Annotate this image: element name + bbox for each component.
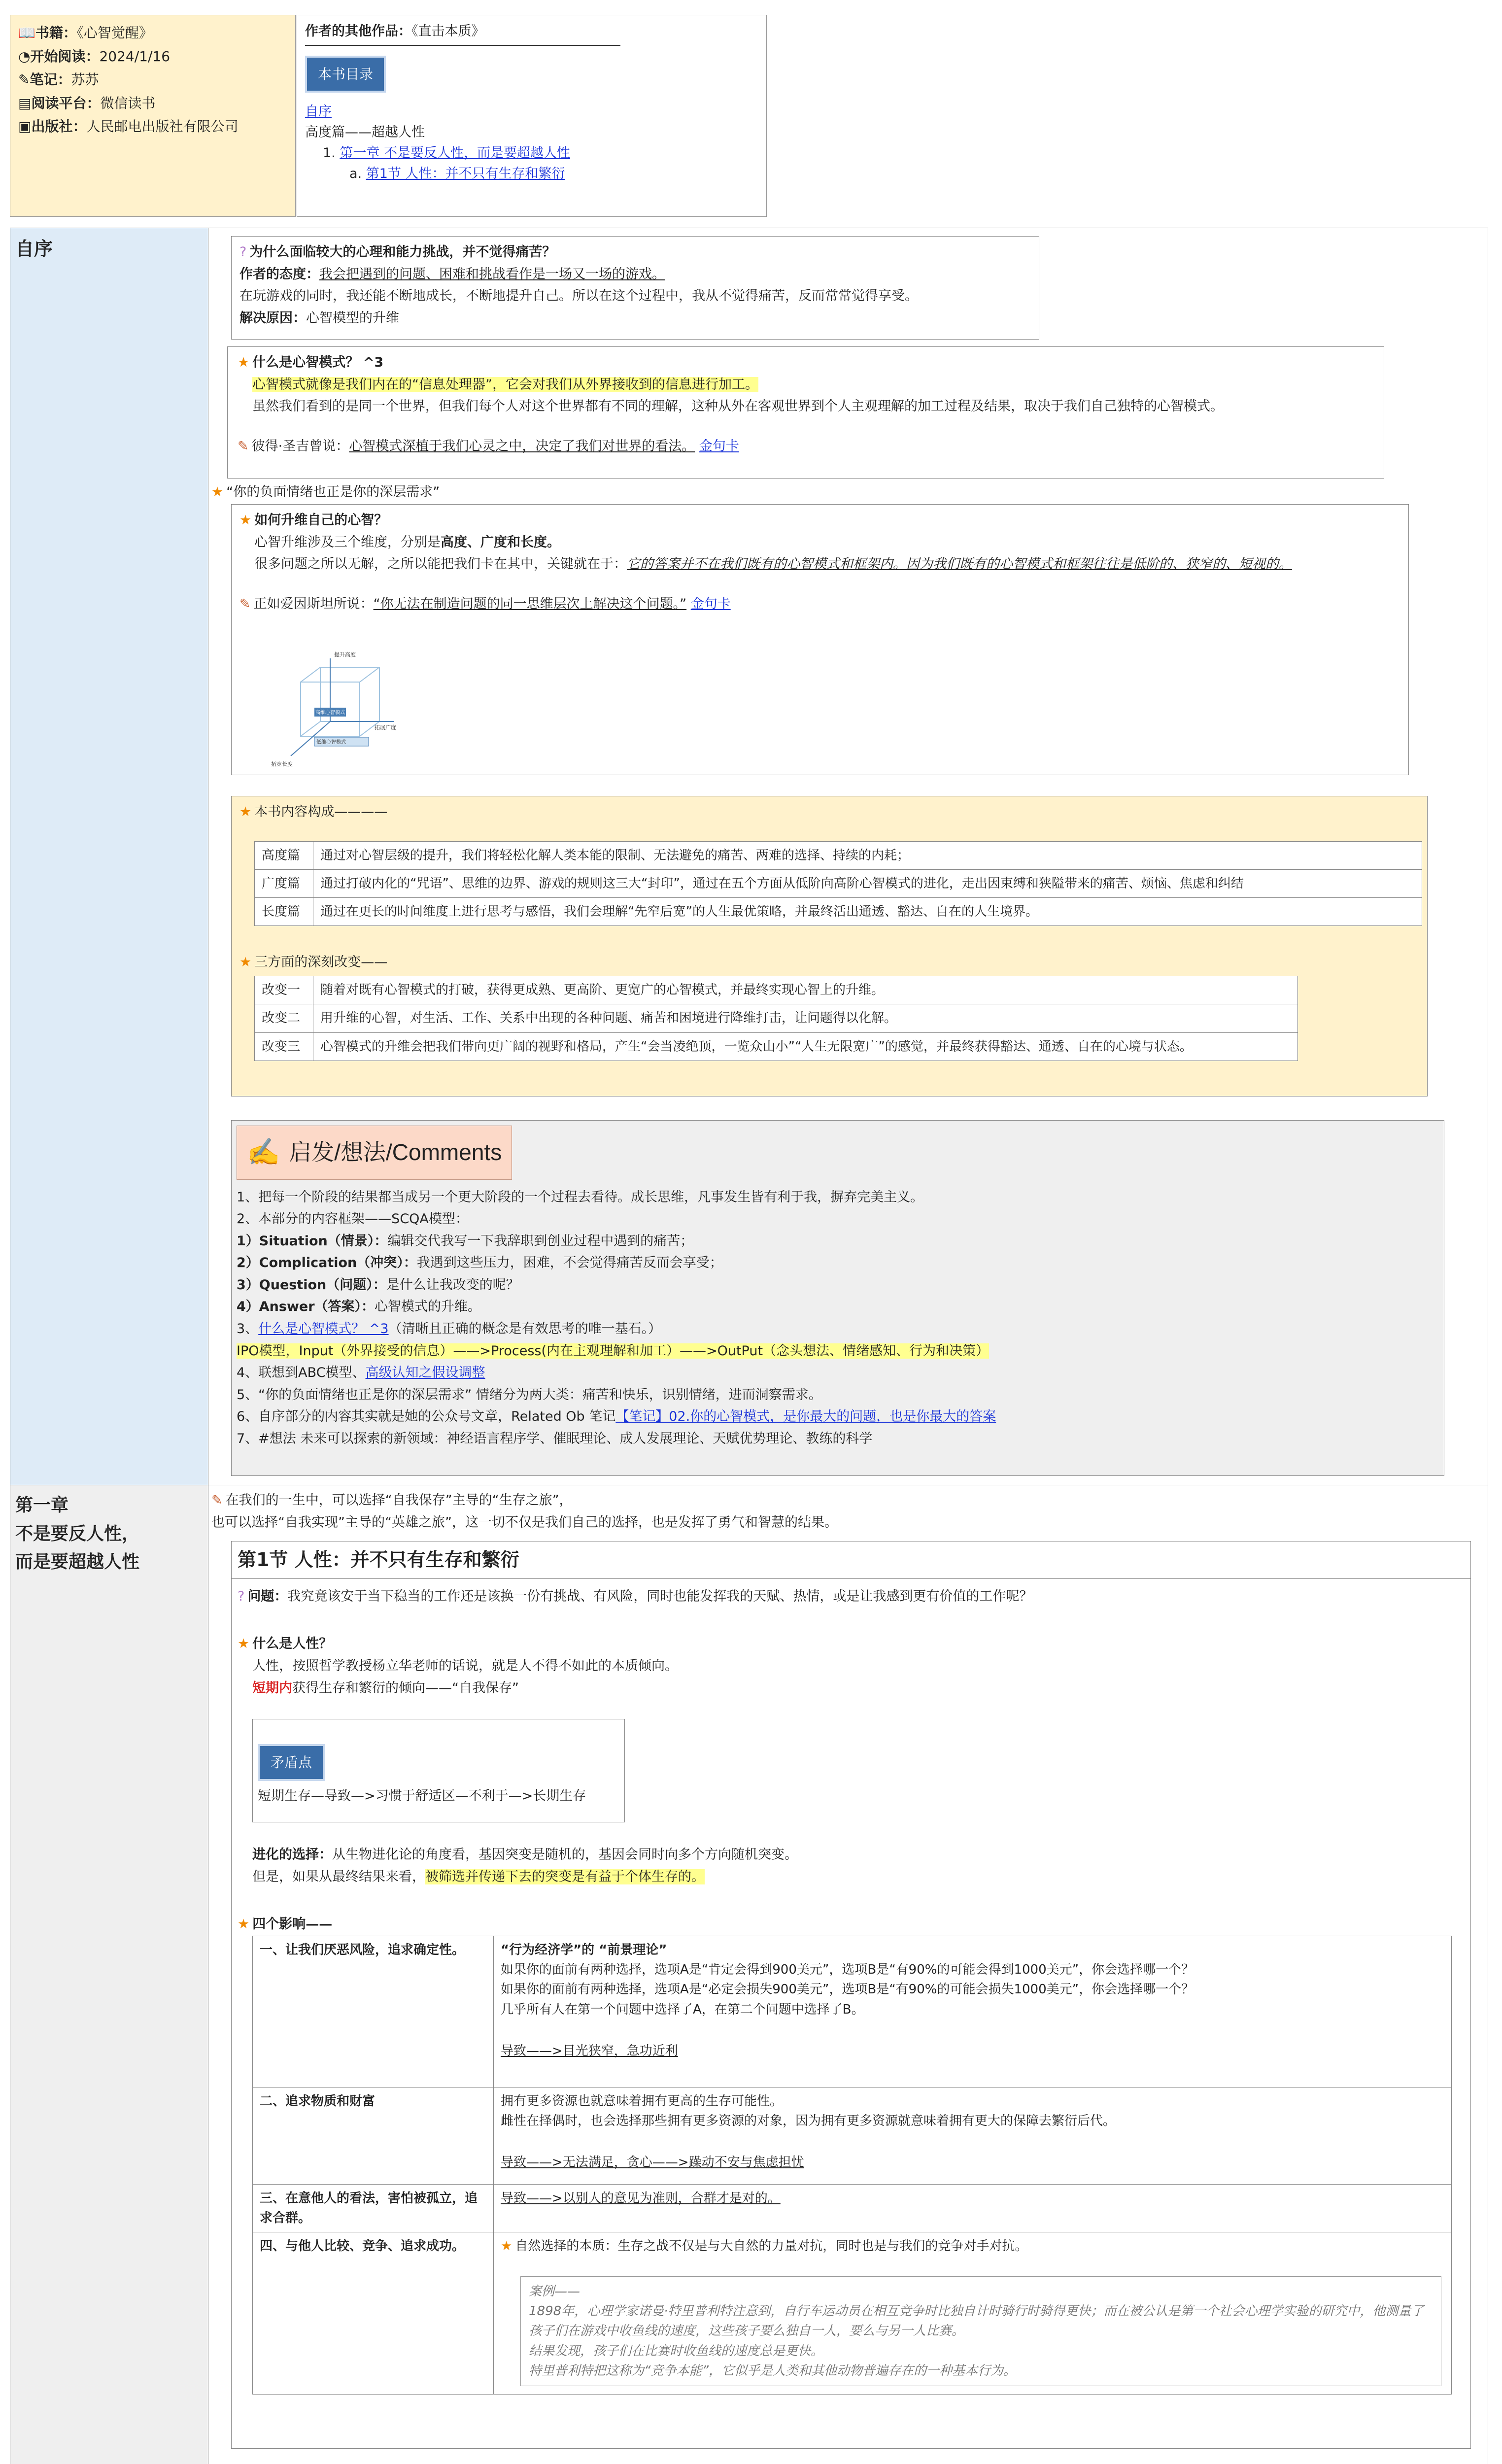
meta-notes: ✎笔记：苏苏 [18, 71, 99, 88]
toc-button[interactable]: 本书目录 [305, 56, 386, 93]
preface-title: 自序 [15, 238, 53, 260]
q1-box: ? 为什么面临较大的心理和能力挑战，并不觉得痛苦？ 作者的态度：我会把遇到的问题、困难和挑战看作是一场又一场的游戏。 在玩游戏的同时，我还能不断地成长，不断地提升自己。所以在这个过程中，我从不觉得痛苦，反而常常觉得享受。 解决原因：心智模型的升维 [231, 236, 1039, 340]
need-line: ★ “你的负面情绪也正是你的深层需求” [211, 484, 440, 500]
diagram-label-high: 高维心智模式 [315, 710, 345, 716]
toc-link-preface[interactable]: 自序 [305, 104, 332, 120]
chapter1-left: 第一章 不是要反人性， 而是要超越人性 [10, 1485, 208, 2464]
star-icon: ★ [238, 355, 250, 370]
table-row: 改变一 随着对既有心智模式的打破，获得更成熟、更高阶、更宽广的心智模式，并最终实现心智上的升维。 [255, 976, 1298, 1004]
star-icon: ★ [238, 1636, 250, 1652]
book-icon: 📖 [18, 25, 35, 41]
star-icon: ★ [238, 1916, 250, 1932]
toc-chapter1: 1. 第一章 不是要反人性，而是要超越人性 [323, 145, 570, 161]
toc-link-section1[interactable]: 第1节 人性：并不只有生存和繁衍 [366, 166, 565, 181]
chapter1-title: 第一章 [15, 1495, 69, 1515]
mental-model-link[interactable]: 什么是心智模式？ ^3 [258, 1321, 389, 1336]
star-icon: ★ [239, 513, 252, 528]
diagram-label-up: 提升高度 [334, 651, 356, 658]
quote-card-link[interactable]: 金句卡 [690, 596, 731, 612]
pencil-icon: ✎ [211, 1493, 223, 1508]
table-row: 改变二 用升维的心智，对生活、工作、关系中出现的各种问题、痛苦和困境进行降维打击，让问题得以化解。 [255, 1004, 1298, 1032]
diagram-label-low: 低维心智模式 [316, 740, 346, 745]
header [10, 15, 1005, 222]
star-icon: ★ [239, 804, 252, 820]
table-row: 二、追求物质和财富 拥有更多资源也就意味着拥有更高的生存可能性。 雌性在择偶时，也会选择那些拥有更多资源的对象，因为拥有更多资源就意味着拥有更大的保障去繁衍后代。 导致——>无法满足，贪心——>躁动不安与焦虑担忧 [253, 2087, 1452, 2184]
question-icon: ? [238, 1588, 245, 1604]
meta-platform: ▤阅读平台：微信读书 [18, 95, 156, 111]
table-row: 四、与他人比较、竞争、追求成功。 ★ 自然选择的本质：生存之战不仅是与大自然的力量对抗，同时也是与我们的竞争对手对抗。 案例—— 1898年，心理学家诺曼·特里普利特注意到，自行车运动员在相互竞争时比独自计时骑行时骑得更快；而在被公认是第一个社会心理学实验的研究中，他测量了孩子们在游戏中收鱼线的速度，这些孩子要么独自一人，要么与另一人比赛。 结果发现，孩子们在比赛时收鱼线的速度总是更快。 特里普利特把这称为“竞争本能”，它似乎是人类和其他动物普遍存在的一种基本行为。 [253, 2232, 1452, 2395]
other-works-panel [297, 15, 767, 217]
contradiction-button[interactable]: 矛盾点 [258, 1744, 325, 1781]
star-icon: ★ [211, 484, 224, 500]
meta-publisher: ▣出版社：人民邮电出版社有限公司 [18, 118, 239, 135]
contradiction-box: 矛盾点 短期生存—导致—>习惯于舒适区—不利于—>长期生存 [252, 1719, 625, 1822]
pencil-icon: ✎ [239, 596, 251, 612]
reader-icon: ▤ [18, 95, 32, 111]
toc-link-chapter1[interactable]: 第一章 不是要反人性，而是要超越人性 [340, 145, 570, 161]
table-row: 改变三 心智模式的升维会把我们带向更广阔的视野和格局，产生“会当凌绝顶，一览众山小”“人生无限宽广”的感觉，并最终获得豁达、通透、自在的心境与状态。 [255, 1032, 1298, 1061]
comments-title: ✍ 启发/想法/Comments [237, 1126, 512, 1180]
preface-left [10, 228, 208, 1485]
q2-box: ★ 什么是心智模式？ ^3 心智模式就像是我们内在的“信息处理器”，它会对我们从外界接收到的信息进行加工。 虽然我们看到的是同一个世界，但我们每个人对这个世界都有不同的理解，这种从外在客观世界到个人主观理解的加工过程及结果，取决于我们自己独特的心智模式。 ✎ 彼得·圣吉曾说：心智模式深植于我们心灵之中，决定了我们对世界的看法。 金句卡 [227, 346, 1384, 479]
diagram-label-right: 拓展广度 [375, 724, 396, 731]
case-box: 案例—— 1898年，心理学家诺曼·特里普利特注意到，自行车运动员在相互竞争时比独自计时骑行时骑得更快；而在被公认是第一个社会心理学实验的研究中，他测量了孩子们在游戏中收鱼线的速度，这些孩子要么独自一人，要么与另一人比赛。 结果发现，孩子们在比赛时收鱼线的速度总是更快。 特里普利特把这称为“竞争本能”，它似乎是人类和其他动物普遍存在的一种基本行为。 [520, 2276, 1441, 2386]
assumption-link[interactable]: 高级认知之假设调整 [365, 1365, 485, 1381]
section1-box: 第1节 人性：并不只有生存和繁衍 ? 问题：我究竟该安于当下稳当的工作还是该换一份有挑战、有风险，同时也能发挥我的天赋、热情，或是让我感到更有价值的工作呢？ ★ 什么是人性？ 人性，按照哲学教授杨立华老师的话说，就是人不得不如此的本质倾向。 短期内获得生存和繁衍的倾向——“自我保存” 矛盾点 短期生存—导致—>习惯于舒适区—不利于—>长期生存 进化的选择：从生物进化论的角度看，基因突变是随机的，基因会同时向多个方向随机突变。 但是，如果从最终结果来看，被筛选并传递下去的突变是有益于个体生存的。 ★ 四个影响—— 一、让我们厌恶风险，追求确定性。 “行为经济学”的 “前景理论” 如果你的面前有两种选择，选项A是“肯定会得到900美元”，选项B是“有90%的可能会得到1000美元”，你会选择哪一个？ 如果你的面前有两种选择，选项A是“必定会损失900美元”，选项B是“有90%的可能会损失1000美元”，你会选择哪一个？ 几乎所有人在第一个问题中选择了A，在第二个问题中选择了B。 导致——>目光狭窄，急功近利 二、追求物质和财富 拥有更多资源也就意味着拥有更高的生存可能性。 雌性在择偶时，也会选择那些拥有更多资源的对象，因为拥有更多资源就意味着拥有更大的保障去繁衍后代。 导致——>无法满足，贪心——>躁动不安与焦虑担忧 三、在意他人的看法，害怕被孤立，追求合群。 导致——>以别人的意见为准则，合群才是对的。 四、与他人比较、竞争、追求成功。 ★ 自然选择的本质：生存之战不仅是与大自然的力量对抗，同时也是与我们的竞争对手对抗。 案例—— 1898年，心理学家诺曼·特里普利特注意到，自行车运动员在相互竞争时比独自计时骑行时骑得更快；而在被公认是第一个社会心理学实验的研究中，他测量了孩子们在游戏中收鱼线的速度，这些孩子要么独自一人，要么与另一人比赛。 结果发现，孩子们在比赛时收鱼线的速度总是更快。 特里普利特把这称为“竞争本能”，它似乎是人类和其他动物普遍存在的一种基本行为。 [231, 1541, 1471, 2449]
table-row: 高度篇 通过对心智层级的提升，我们将轻松化解人类本能的限制、无法避免的痛苦、两难的选择、持续的内耗； [255, 841, 1422, 869]
meta-book: 📖书籍：《心智觉醒》 [18, 25, 153, 41]
toc-section1: a. 第1节 人性：并不只有生存和繁衍 [349, 166, 565, 181]
table-row: 三、在意他人的看法，害怕被孤立，追求合群。 导致——>以别人的意见为准则，合群才是对的。 [253, 2184, 1452, 2232]
preface-comments: ✍ 启发/想法/Comments 1、把每一个阶段的结果都当成另一个更大阶段的一个过程去看待。成长思维，凡事发生皆有利于我，摒弃完美主义。 2、本部分的内容框架——SCQA模型： 1）Situation（情景）：编辑交代我写一下我辞职到创业过程中遇到的痛苦； 2）Complication（冲突）：我遇到这些压力，困难，不会觉得痛苦反而会享受； 3）Question（问题）：是什么让我改变的呢？ 4）Answer（答案）：心智模式的升维。 3、什么是心智模式？ ^3（清晰且正确的概念是有效思考的唯一基石。） IPO模型，Input（外界接受的信息）——>Process(内在主观理解和加工）——>OutPut（念头想法、情绪感知、行为和决策） 4、联想到ABC模型、高级认知之假设调整 5、“你的负面情绪也正是你的深层需求” 情绪分为两大类：痛苦和快乐，识别情绪，进而洞察需求。 6、自序部分的内容其实就是她的公众号文章，Related Ob 笔记【笔记】02.你的心智模式，是你最大的问题，也是你最大的答案 7、#想法 未来可以探索的新领域：神经语言程序学、催眠理论、成人发展理论、天赋优势理论、教练的科学 [231, 1120, 1444, 1476]
toc-part: 高度篇——超越人性 [305, 125, 425, 140]
chapter1-intro: ✎ 在我们的一生中，可以选择“自我保存”主导的“生存之旅”， 也可以选择“自我实现”主导的“英雄之旅”，这一切不仅是我们自己的选择，也是发挥了勇气和智慧的结果。 [211, 1493, 838, 1530]
star-icon: ★ [239, 955, 252, 970]
content-table [254, 841, 1422, 926]
changes-table [254, 976, 1298, 1061]
book-meta-panel [10, 15, 296, 217]
diagram-label-down: 拓宽长度 [271, 761, 293, 767]
pencil-icon: ✎ [18, 71, 30, 88]
table-row: 广度篇 通过打破内化的“咒语”、思维的边界、游戏的规则这三大“封印”，通过在五个方面从低阶向高阶心智模式的进化，走出因束缚和狭隘带来的痛苦、烦恼、焦虑和纠结 [255, 869, 1422, 897]
pencil-icon: ✎ [238, 438, 249, 454]
note-link[interactable]: 【笔记】02.你的心智模式，是你最大的问题，也是你最大的答案 [615, 1409, 996, 1425]
meta-start: ◔开始阅读：2024/1/16 [18, 48, 171, 65]
star-icon: ★ [501, 2239, 512, 2254]
effects-table [252, 1936, 1452, 2395]
q3-box: ★ 如何升维自己的心智？ 心智升维涉及三个维度，分别是高度、广度和长度。 很多问题之所以无解，之所以能把我们卡在其中，关键就在于：它的答案并不在我们既有的心智模式和框架内。因为我们既有的心智模式和框架往往是低阶的、狭窄的、短视的。 ✎ 正如爱因斯坦所说：“你无法在制造问题的同一思维层次上解决这个问题。” 金句卡 提升高度 拓展广度 拓宽长度 高维心智模式 低维心智模式 [231, 504, 1409, 775]
section1-title: 第1节 人性：并不只有生存和繁衍 [232, 1541, 1470, 1579]
table-row: 长度篇 通过在更长的时间维度上进行思考与感悟，我们会理解“先窄后宽”的人生最优策略，并最终活出通透、豁达、自在的人生境界。 [255, 898, 1422, 926]
pencil-icon: ✍ [247, 1137, 280, 1167]
question-icon: ? [239, 244, 247, 260]
other-works: 作者的其他作品：《直击本质》 [305, 21, 620, 46]
notes-body [10, 228, 1488, 2464]
content-box: ★ 本书内容构成———— 高度篇 通过对心智层级的提升，我们将轻松化解人类本能的限制、无法避免的痛苦、两难的选择、持续的内耗； 广度篇 通过打破内化的“咒语”、思维的边界、游戏的规则这三大“封印”，通过在五个方面从低阶向高阶心智模式的进化，走出因束缚和狭隘带来的痛苦、烦恼、焦虑和纠结 长度篇 通过在更长的时间维度上进行思考与感悟，我们会理解“先窄后宽”的人生最优策略，并最终活出通透、豁达、自在的人生境界。 ★ 三方面的深刻改变—— 改变一 随着对既有心智模式的打破，获得更成熟、更高阶、更宽广的心智模式，并最终实现心智上的升维。 改变二 用升维的心智，对生活、工作、关系中出现的各种问题、痛苦和困境进行降维打击，让问题得以化解。 改变三 心智模式的升维会把我们带向更广阔的视野和格局，产生“会当凌绝顶，一览众山小”“人生无限宽广”的感觉，并最终获得豁达、通透、自在的心境与状态。 [231, 796, 1428, 1096]
clock-icon: ◔ [18, 48, 31, 65]
dimension-diagram [261, 648, 409, 771]
publisher-icon: ▣ [18, 118, 32, 135]
table-row: 一、让我们厌恶风险，追求确定性。 “行为经济学”的 “前景理论” 如果你的面前有两种选择，选项A是“肯定会得到900美元”，选项B是“有90%的可能会得到1000美元”，你会选择哪一个？ 如果你的面前有两种选择，选项A是“必定会损失900美元”，选项B是“有90%的可能会损失1000美元”，你会选择哪一个？ 几乎所有人在第一个问题中选择了A，在第二个问题中选择了B。 导致——>目光狭窄，急功近利 [253, 1936, 1452, 2087]
quote-card-link[interactable]: 金句卡 [699, 438, 739, 454]
